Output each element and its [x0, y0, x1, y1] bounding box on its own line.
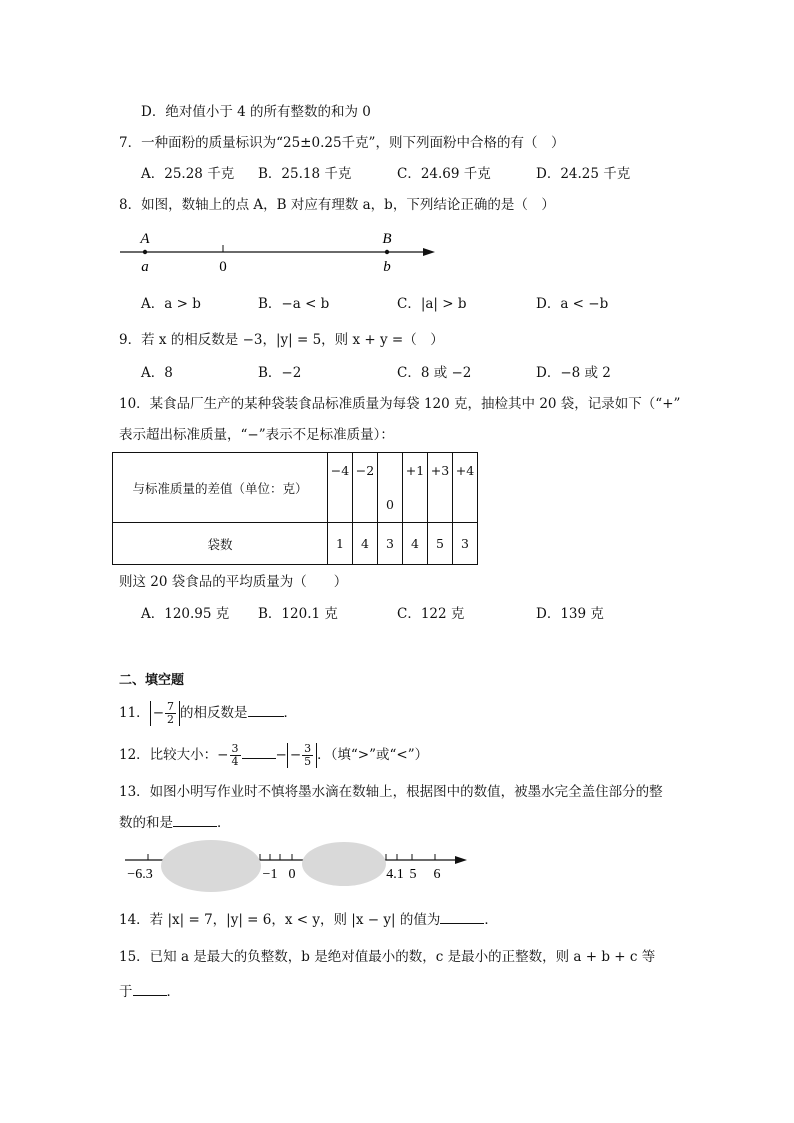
q11-frac-den: 2 [167, 713, 174, 726]
table-cell: +3 [428, 453, 453, 523]
q8-option-a: A．a > b [141, 296, 201, 312]
q13-axis-arrow [455, 856, 467, 864]
table-cell: −2 [353, 453, 378, 523]
q13-label: −1 [262, 867, 278, 882]
q7-option-c: C．24.69 千克 [397, 166, 491, 182]
q13-ink-blot-left [161, 840, 261, 892]
q11-suffix: 的相反数是 [180, 705, 248, 721]
q9-stem: 9．若 x 的相反数是 −3，|y| = 5，则 x + y =（ ） [119, 332, 444, 348]
q13-label: −6.3 [127, 867, 153, 882]
q12-mid: − [275, 747, 287, 763]
section2-title: 二、填空题 [119, 673, 185, 688]
q13-label: 0 [288, 867, 296, 882]
q8-label-B: B [382, 231, 392, 247]
q10-stem-line1: 10．某食品厂生产的某种袋装食品标准质量为每袋 120 克，抽检其中 20 袋，记录如下（“+” [119, 396, 681, 412]
q10-stem-line2: 表示超出标准质量，“−”表示不足标准质量）： [119, 427, 394, 443]
q14-end: ． [484, 912, 498, 928]
q13-label: 6 [433, 867, 441, 882]
q15-line1: 15．已知 a 是最大的负整数，b 是绝对值最小的数，c 是最小的正整数，则 a + b + c 等 [119, 949, 656, 965]
q8-option-d: D．a < −b [536, 296, 609, 312]
table-cell: 3 [378, 523, 403, 565]
q8-label-b: b [383, 259, 391, 275]
table-row2-header: 袋数 [113, 523, 328, 565]
table-cell: 4 [403, 523, 428, 565]
q14-text: 14．若 |x| = 7，|y| = 6，x < y，则 |x − y| 的值为 [119, 912, 441, 928]
q9-option-a: A．8 [141, 365, 173, 381]
q15-line2-text: 于 [119, 984, 133, 1000]
q9-option-d: D．−8 或 2 [536, 365, 611, 381]
q13-answer-blank[interactable] [173, 814, 217, 827]
q11-abs: − $\frac{7}{2}$ [150, 701, 180, 726]
q12-f2-num: 3 [304, 742, 312, 755]
q12-fraction-2 [302, 743, 313, 768]
q8-option-c: C．|a| > b [397, 296, 467, 312]
q7-option-a: A．25.28 千克 [141, 166, 235, 182]
q11-fraction [165, 701, 176, 726]
q14 [119, 910, 498, 930]
q15-line2 [119, 982, 180, 1002]
q8-point-a-dot [143, 250, 147, 254]
q8-point-b-dot [385, 250, 389, 254]
table-row [113, 523, 478, 565]
q12 [119, 742, 428, 768]
q10-option-b: B．120.1 克 [258, 606, 338, 622]
q12-prefix: 12．比较大小：− [119, 747, 229, 763]
q12-f1-num: 3 [231, 742, 239, 755]
q10-option-d: D．139 克 [536, 606, 604, 622]
q8-number-line [115, 225, 445, 277]
q14-answer-blank[interactable] [440, 911, 484, 924]
q8-label-A: A [140, 231, 150, 247]
table-cell: 0 [378, 453, 403, 523]
table-cell: +1 [403, 453, 428, 523]
table-cell: 3 [453, 523, 478, 565]
q12-abs: − $\frac{3}{5}$ [287, 743, 317, 768]
q15-answer-blank[interactable] [133, 983, 167, 996]
q7-option-b: B．25.18 千克 [258, 166, 352, 182]
q13-label: 4.1 [386, 867, 404, 882]
q10-option-a: A．120.95 克 [141, 606, 230, 622]
table-cell: +4 [453, 453, 478, 523]
q13-ink-blot-right [302, 842, 386, 886]
table-cell: −4 [328, 453, 353, 523]
q13-end: ． [217, 815, 231, 831]
q10-option-c: C．122 克 [397, 606, 465, 622]
q11-frac-num: 7 [167, 700, 174, 713]
q12-f1-den: 4 [231, 755, 239, 768]
q12-suffix: ．（填“>”或“<”） [317, 747, 429, 763]
q13-line1: 13．如图小明写作业时不慎将墨水滴在数轴上，根据图中的数值，被墨水完全盖住部分的整 [119, 784, 663, 800]
q9-option-c: C．8 或 −2 [397, 365, 472, 381]
q11 [119, 700, 297, 726]
q12-fraction-1 [230, 743, 241, 768]
q15-end: ． [166, 984, 180, 1000]
q12-answer-blank[interactable] [242, 746, 276, 759]
q13-label: 5 [409, 867, 417, 882]
q10-question: 则这 20 袋食品的平均质量为（ ） [119, 574, 348, 590]
q11-end: ． [283, 705, 297, 721]
q13-line2-text: 数的和是 [119, 815, 173, 831]
table-row [113, 453, 478, 523]
q11-prefix: 11． [119, 705, 150, 721]
q12-f2-den: 5 [304, 755, 312, 768]
q11-answer-blank[interactable] [248, 704, 284, 717]
q9-option-b: B．−2 [258, 365, 302, 381]
table-row1-header: 与标准质量的差值（单位：克） [113, 453, 328, 523]
q8-axis-arrow [423, 248, 435, 256]
table-cell: 4 [353, 523, 378, 565]
table-cell: 1 [328, 523, 353, 565]
q13-line2 [119, 813, 231, 833]
q8-label-zero: 0 [219, 259, 227, 275]
q8-stem: 8．如图，数轴上的点 A，B 对应有理数 a，b，下列结论正确的是（ ） [119, 197, 555, 213]
q8-option-b: B．−a < b [258, 296, 330, 312]
q7-stem: 7．一种面粉的质量标识为“25±0.25千克”，则下列面粉中合格的有（ ） [119, 135, 565, 151]
q8-label-a: a [141, 259, 149, 275]
q7-option-d: D．24.25 千克 [536, 166, 631, 182]
q6-option-d: D．绝对值小于 4 的所有整数的和为 0 [141, 104, 371, 120]
table-cell: 5 [428, 523, 453, 565]
q10-data-table [112, 452, 478, 565]
q13-number-line [115, 838, 475, 896]
